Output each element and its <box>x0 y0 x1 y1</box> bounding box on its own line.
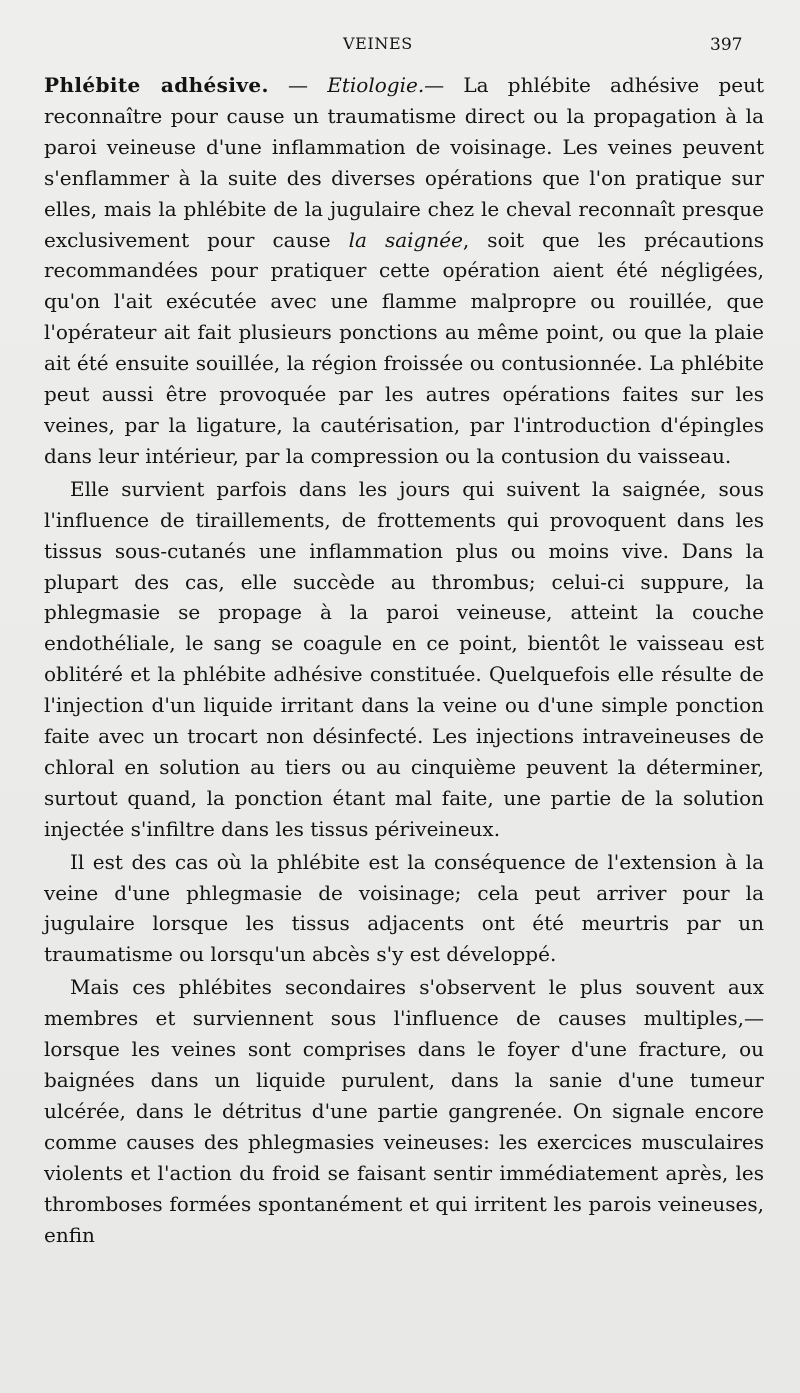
body-text <box>44 70 764 1250</box>
subsection-heading: Etiologie. <box>327 73 425 97</box>
running-title: VEINES <box>343 34 413 53</box>
page-number: 397 <box>710 35 743 55</box>
running-head <box>0 34 800 58</box>
emphasis-la-saignee: la saignée <box>348 227 463 252</box>
paragraph-2: Elle survient parfois dans les jours qui suivent la saignée, sous l'influence de tiraillements, de frottements qui provoquent dans les tissus sous-cutanés une inflammation plus ou moins vive. Dans la plupart des cas, elle succède au thrombus; celui-ci suppure, la phlegmasie se propage à la paroi veineuse, atteint la couche endothéliale, le sang se coagule en ce point, bientôt le vaisseau est oblitéré et la phlébite adhésive constituée. Quelquefois elle résulte de l'injection d'un liquide irritant dans la veine ou d'une simple ponction faite avec un trocart non désinfecté. Les injections intraveineuses de chloral en solution au tiers ou au cinquième peuvent la déterminer, surtout quand, la ponction étant mal faite, une partie de la solution injectée s'infiltre dans les tissus périveineux. <box>44 476 764 841</box>
heading-dash-2: — <box>424 73 464 97</box>
paragraph-1 <box>44 70 764 472</box>
section-heading: Phlébite adhésive. <box>44 73 269 97</box>
paragraph-3: Il est des cas où la phlébite est la conséquence de l'extension à la veine d'une phlegmasie de voisinage; cela peut arriver pour la jugulaire lorsque les tissus adjacents ont été meurtris par un traumatisme ou lorsqu'un abcès s'y est développé. <box>44 849 764 967</box>
paragraph-4: Mais ces phlébites secondaires s'observent le plus souvent aux membres et surviennent sous l'influence de causes multiples,— lorsque les veines sont comprises dans le foyer d'une fracture, ou baignées dans un liquide purulent, dans la sanie d'une tumeur ulcérée, dans le détritus d'une partie gangrenée. On signale encore comme causes des phlegmasies veineuses: les exercices musculaires violents et l'action du froid se faisant sentir immédiatement après, les thromboses formées spontanément et qui irritent les parois veineuses, enfin <box>44 975 764 1247</box>
heading-dash-1: — <box>268 73 328 97</box>
paragraph-1-text-b: , soit que les précautions recommandées pour pratiquer cette opération aient été négligées, qu'on l'ait exécutée avec une flamme malpropre ou rouillée, que l'opérateur ait fait plusieurs ponctions au même point, ou que la plaie ait été ensuite souillée, la région froissée ou contusionnée. La phlébite peut aussi être provoquée par les autres opérations faites sur les veines, par la ligature, la cautérisation, par l'introduction d'épingles dans leur intérieur, par la compression ou la contusion du vaisseau. <box>44 227 764 468</box>
paragraph-1-text-a: La phlébite adhésive peut reconnaître pour cause un traumatisme direct ou la propagation à la paroi veineuse d'une inflammation de voisinage. Les veines peuvent s'enflammer à la suite des diverses opérations que l'on pratique sur elles, mais la phlébite de la jugulaire chez le cheval reconnaît presque exclusivement pour cause <box>44 73 765 252</box>
